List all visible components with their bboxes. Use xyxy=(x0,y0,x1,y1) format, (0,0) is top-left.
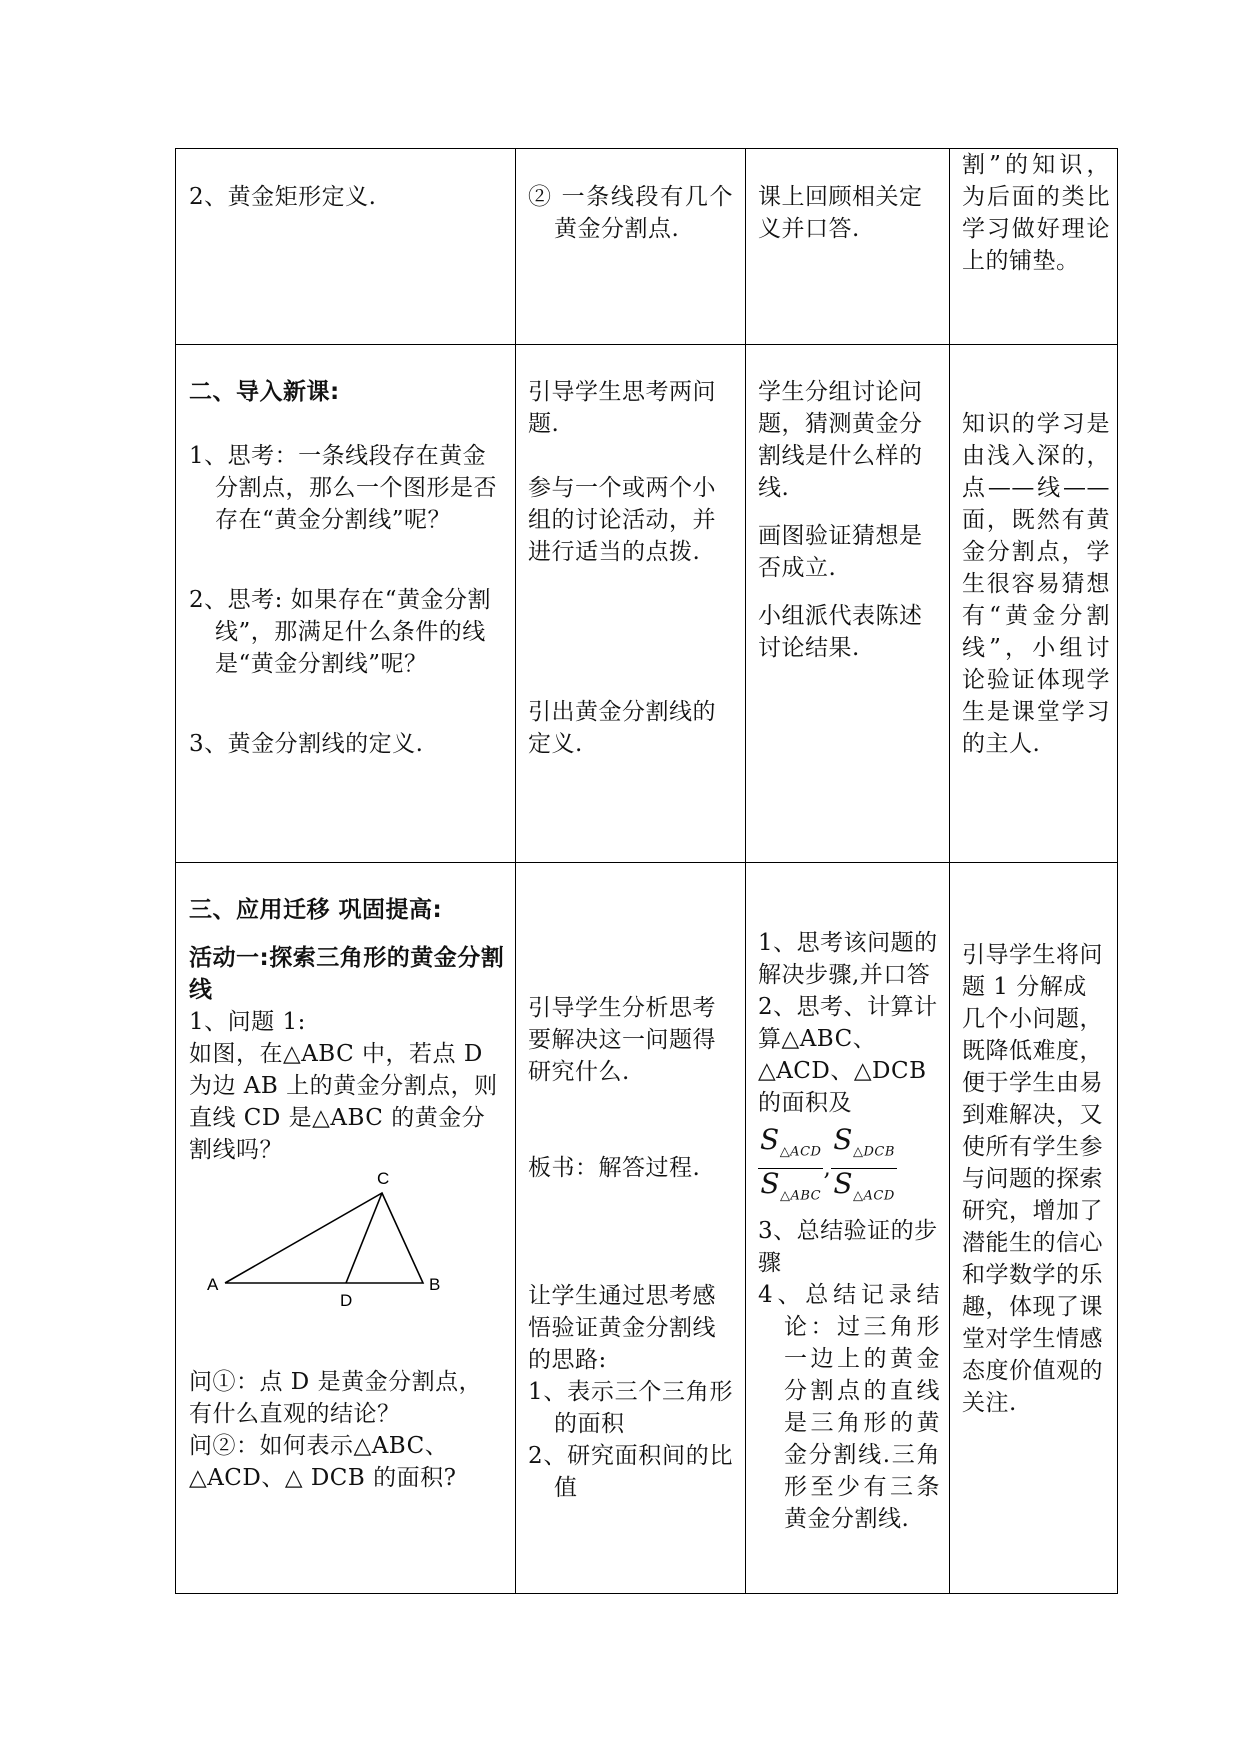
activity-heading: 活动一:探索三角形的黄金分割线 xyxy=(189,945,505,1003)
column-divider xyxy=(949,149,950,1593)
row2-teacher-c: 引出黄金分割线的定义. xyxy=(528,699,716,757)
vertex-b-label: B xyxy=(429,1275,441,1294)
section-heading: 二、导入新课: xyxy=(189,379,340,405)
row2-teacher-cell xyxy=(528,376,733,760)
ratio-dcb-acd: $\frac{S_{\triangle DCB}}{S_{\triangle ACD}}$ xyxy=(833,1123,895,1204)
row2-student-cell xyxy=(758,376,940,664)
row3-content-cell xyxy=(189,894,505,1494)
row3-intent-text: 引导学生将问题 1 分解成几个小问题，既降低难度，便于学生由易到难解决，又使所有学生参与问题的探索研究，增加了潜能生的信心和学数学的乐趣，体现了课堂对学生情感态度价值观的关注. xyxy=(962,942,1103,1416)
problem-label: 1、问题 1: xyxy=(189,1009,306,1035)
row3-teacher-cell xyxy=(528,992,733,1504)
row2-content-cell xyxy=(189,376,505,760)
row1-student-text: 课上回顾相关定义并口答. xyxy=(758,184,923,242)
row2-teacher-b: 参与一个或两个小组的讨论活动，并进行适当的点拨. xyxy=(528,475,716,565)
problem-text: 如图，在△ABC 中，若点 D 为边 AB 上的黄金分割点，则直线 CD 是△ABC 的黄金分割线吗？ xyxy=(189,1041,498,1163)
row3-teacher-c2: 2、研究面积间的比值 xyxy=(528,1443,733,1501)
row1-intent-cell xyxy=(962,149,1110,277)
triangle-figure xyxy=(189,1166,505,1366)
row3-student-cell xyxy=(758,927,940,1535)
row3-student-3: 3、总结验证的步骤 xyxy=(758,1218,938,1277)
row2-intent-text: 知识的学习是由浅入深的，点——线——面，既然有黄金分割点，学生很容易猜想有“黄金分割线”，小组讨论验证体现学生是课堂学习的主人. xyxy=(962,411,1110,757)
row2-student-c: 小组派代表陈述讨论结果. xyxy=(758,603,923,661)
row2-teacher-a: 引导学生思考两问题. xyxy=(528,379,716,437)
question-3: 3、黄金分割线的定义. xyxy=(189,731,424,757)
vertex-a-label: A xyxy=(207,1275,219,1294)
question-1: 1、思考：一条线段存在黄金分割点，那么一个图形是否存在“黄金分割线”呢？ xyxy=(189,443,497,533)
row2-student-b: 画图验证猜想是否成立. xyxy=(758,523,923,581)
row1-student-cell xyxy=(758,181,938,245)
row3-student-1: 1、思考该问题的解决步骤,并口答 xyxy=(758,930,938,988)
row1-teacher-text: ② 一条线段有几个黄金分割点. xyxy=(528,184,733,242)
row3-intent-cell xyxy=(962,939,1110,1419)
row-divider xyxy=(176,862,1117,863)
lesson-plan-table xyxy=(175,148,1118,1594)
row3-teacher-a: 引导学生分析思考要解决这一问题得研究什么. xyxy=(528,995,716,1085)
row3-student-2: 2、思考、计算计算△ABC、△ACD、△DCB 的面积及 xyxy=(758,994,938,1116)
row1-content-text: 2、黄金矩形定义. xyxy=(189,184,377,210)
area-ratio-formula: $\frac{S_{\triangle ACD}}{S_{\triangle ABC}}$ , $\frac{S_{\triangle DCB}}{S_{\triangle ACD}}$ xyxy=(758,1125,940,1211)
row2-student-a: 学生分组讨论问题，猜测黄金分割线是什么样的线. xyxy=(758,379,923,501)
question-2: 2、思考: 如果存在“黄金分割线”，那满足什么条件的线是“黄金分割线”呢？ xyxy=(189,587,491,677)
row3-teacher-c: 让学生通过思考感悟验证黄金分割线的思路: xyxy=(528,1283,716,1373)
section-heading: 三、应用迁移 巩固提高: xyxy=(189,897,443,923)
row1-teacher-cell xyxy=(528,181,733,245)
ratio-acd-abc: $\frac{S_{\triangle ACD}}{S_{\triangle ABC}}$ xyxy=(760,1123,822,1204)
question-ask-2: 问②：如何表示△ABC、△ACD、△ DCB 的面积? xyxy=(189,1433,457,1491)
point-d-label: D xyxy=(340,1291,353,1310)
column-divider xyxy=(745,149,746,1593)
column-divider xyxy=(515,149,516,1593)
row-divider xyxy=(176,344,1117,345)
row3-student-4: 4、总结记录结论：过三角形一边上的黄金分割点的直线是三角形的黄金分割线.三角形至少有三条黄金分割线. xyxy=(758,1282,940,1533)
question-ask-1: 问①：点 D 是黄金分割点，有什么直观的结论？ xyxy=(189,1369,483,1427)
row1-intent-text: 割”的知识，为后面的类比学习做好理论上的铺垫。 xyxy=(962,152,1110,274)
vertex-c-label: C xyxy=(377,1169,390,1188)
row1-content-cell xyxy=(189,181,499,213)
row3-teacher-c1: 1、表示三个三角形的面积 xyxy=(528,1379,733,1437)
row2-intent-cell xyxy=(962,408,1110,760)
row3-teacher-b: 板书：解答过程. xyxy=(528,1155,701,1181)
